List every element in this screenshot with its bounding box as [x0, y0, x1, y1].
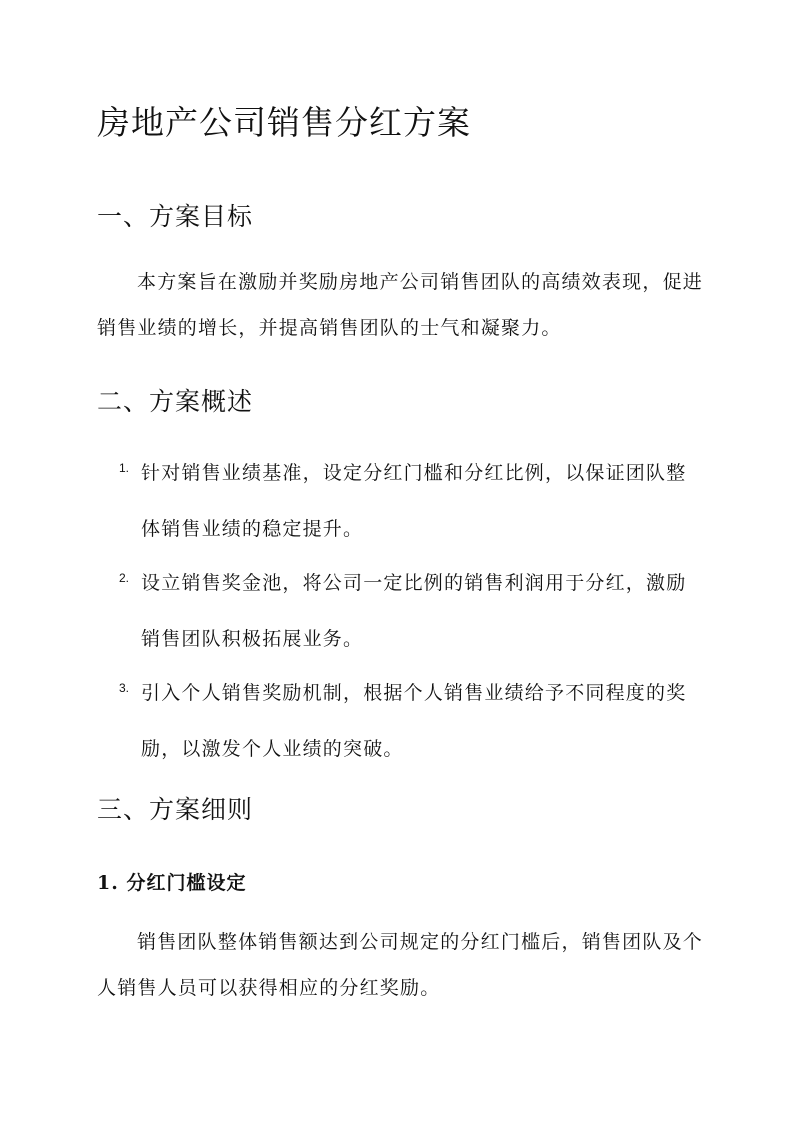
list-item-number: 1. — [119, 461, 130, 475]
list-item — [97, 555, 703, 667]
document-title: 房地产公司销售分红方案 — [97, 103, 471, 142]
section-paragraph-goal: 本方案旨在激励并奖励房地产公司销售团队的高绩效表现，促进销售业绩的增长，并提高销售团队的士气和凝聚力。 — [97, 271, 703, 339]
list-item — [97, 445, 703, 557]
subsection-paragraph-threshold: 销售团队整体销售额达到公司规定的分红门槛后，销售团队及个人销售人员可以获得相应的分红奖励。 — [97, 931, 703, 999]
list-item — [97, 665, 703, 777]
list-item-number: 3. — [119, 681, 130, 695]
section-heading-overview: 二、方案概述 — [97, 387, 254, 416]
subsection-heading-threshold: 1. 分红门槛设定 — [97, 872, 247, 894]
section-heading-details: 三、方案细则 — [97, 795, 254, 824]
list-item-text: 引入个人销售奖励机制，根据个人销售业绩给予不同程度的奖励，以激发个人业绩的突破。 — [141, 682, 687, 760]
list-item-number: 2. — [119, 571, 130, 585]
list-item-text: 设立销售奖金池，将公司一定比例的销售利润用于分红，激励销售团队积极拓展业务。 — [141, 572, 687, 650]
section-heading-goal: 一、方案目标 — [97, 202, 254, 231]
list-item-text: 针对销售业绩基准，设定分红门槛和分红比例，以保证团队整体销售业绩的稳定提升。 — [141, 462, 687, 540]
